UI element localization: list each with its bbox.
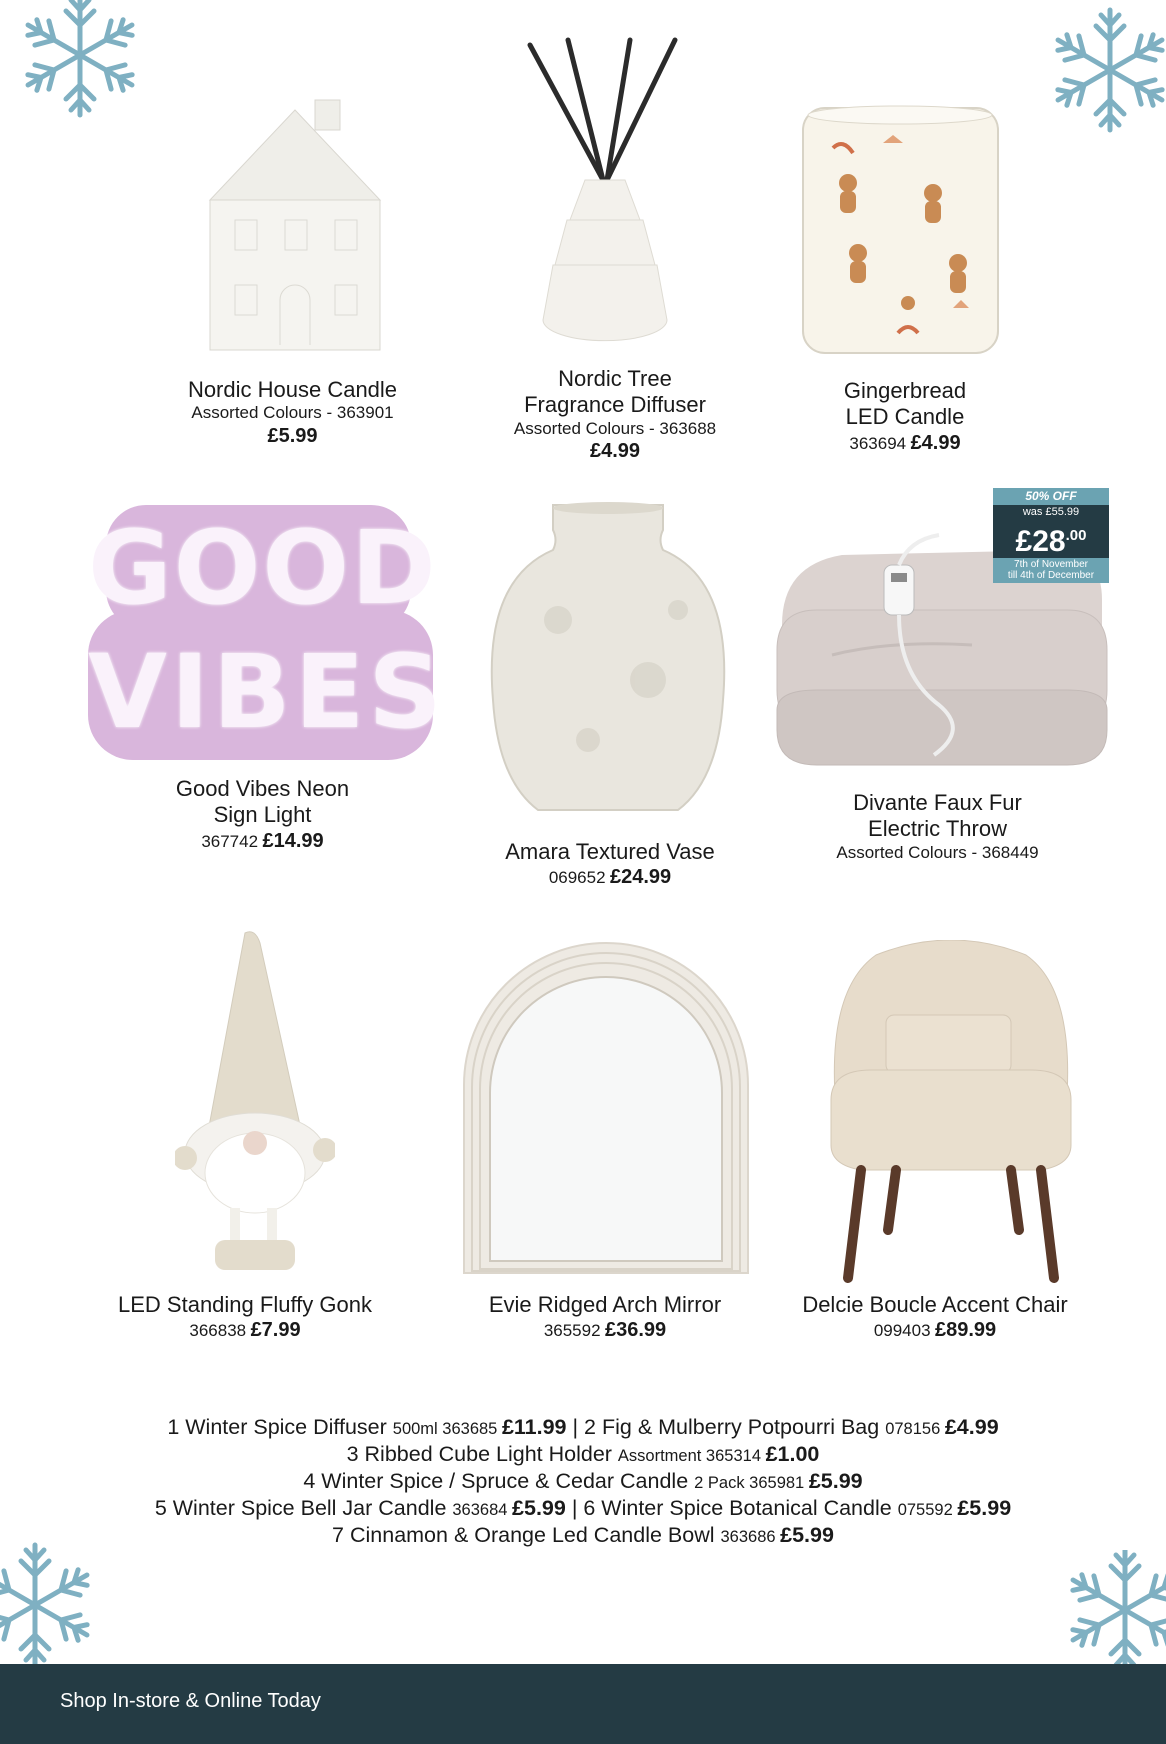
extras-price: £11.99 xyxy=(501,1415,567,1439)
badge-date-end: till 4th of December xyxy=(1007,570,1095,581)
neon-sign-image xyxy=(88,505,446,763)
extras-price: £5.99 xyxy=(808,1469,863,1493)
product-price: £5.99 xyxy=(267,424,318,447)
product-code: 069652 xyxy=(548,868,606,888)
badge-was-price: was £55.99 xyxy=(1022,506,1080,518)
product-name: Evie Ridged Arch Mirror xyxy=(488,1292,722,1317)
discount-badge xyxy=(993,488,1109,581)
extras-name: 4 Winter Spice / Spruce & Cedar Candle xyxy=(303,1469,695,1493)
product-name-line-2: LED Candle xyxy=(845,404,965,430)
vase-image xyxy=(488,500,728,818)
extras-line xyxy=(0,1496,1166,1523)
product-name-line-1: Divante Faux Fur xyxy=(853,790,1022,815)
product-price: £4.99 xyxy=(589,440,641,463)
product-code: 366838 xyxy=(189,1321,247,1341)
extras-price: £5.99 xyxy=(512,1496,566,1520)
extras-code: 2 Pack 365981 xyxy=(694,1474,809,1492)
extras-code: 363686 xyxy=(720,1528,781,1546)
additional-items-list xyxy=(0,1415,1166,1550)
snowflake-top-right-icon xyxy=(1020,0,1166,150)
snowflake-bottom-left-icon xyxy=(0,1530,115,1680)
extras-line xyxy=(0,1442,1166,1469)
product-name: Amara Textured Vase xyxy=(505,839,715,864)
extras-name: 5 Winter Spice Bell Jar Candle xyxy=(154,1496,453,1520)
gonk-image xyxy=(175,928,335,1273)
neon-text-good: GOOD xyxy=(88,509,438,628)
product-name-line-2: Electric Throw xyxy=(868,816,1007,842)
extras-code: Assortment 365314 xyxy=(617,1447,766,1465)
extras-code: 075592 xyxy=(897,1501,958,1519)
badge-price-pence: .00 xyxy=(1065,527,1087,544)
product-sku: Assorted Colours - 363688 xyxy=(513,418,717,438)
product-price: £4.99 xyxy=(910,431,961,454)
product-price: £7.99 xyxy=(250,1319,301,1342)
product-name-line-1: Good Vibes Neon xyxy=(175,776,350,801)
footer-text: Shop In-store & Online Today xyxy=(60,1690,321,1712)
extras-code: 500ml 363685 xyxy=(392,1420,502,1438)
product-code: 099403 xyxy=(873,1321,931,1341)
extras-price: £4.99 xyxy=(944,1415,999,1439)
extras-price: £5.99 xyxy=(780,1523,834,1547)
badge-date-start: 7th of November xyxy=(1014,559,1088,570)
extras-line xyxy=(0,1469,1166,1496)
house-candle-image xyxy=(200,95,390,360)
badge-price: £28 xyxy=(1015,525,1066,558)
extras-name: | 6 Winter Spice Botanical Candle xyxy=(565,1496,898,1520)
snowflake-bottom-right-icon xyxy=(1045,1550,1166,1670)
tree-diffuser-image xyxy=(525,35,685,365)
extras-name: 1 Winter Spice Diffuser xyxy=(167,1415,393,1439)
product-name-line-1: Gingerbread xyxy=(843,378,967,403)
product-name: LED Standing Fluffy Gonk xyxy=(118,1292,372,1317)
product-name-line-2: Fragrance Diffuser xyxy=(524,392,706,418)
product-name-line-1: Nordic Tree xyxy=(558,366,672,391)
gingerbread-candle-image xyxy=(798,103,1003,358)
extras-name: 3 Ribbed Cube Light Holder xyxy=(346,1442,618,1466)
footer-bar xyxy=(0,1664,1166,1744)
extras-line xyxy=(0,1415,1166,1442)
snowflake-top-left-icon xyxy=(0,0,170,135)
extras-line xyxy=(0,1523,1166,1550)
product-price: £24.99 xyxy=(610,866,672,889)
product-price: £89.99 xyxy=(935,1319,997,1342)
extras-code: 078156 xyxy=(885,1420,945,1438)
extras-name: | 2 Fig & Mulberry Potpourri Bag xyxy=(566,1415,886,1439)
product-name-line-2: Sign Light xyxy=(213,802,312,828)
badge-discount: 50% OFF xyxy=(993,488,1109,505)
extras-price: £1.00 xyxy=(765,1442,820,1466)
extras-code: 363684 xyxy=(452,1501,513,1519)
boucle-chair-image xyxy=(826,940,1076,1285)
neon-text-vibes: VIBES xyxy=(88,633,446,752)
product-sku: Assorted Colours - 368449 xyxy=(836,842,1039,862)
product-price: £36.99 xyxy=(605,1319,667,1342)
product-code: 365592 xyxy=(543,1321,601,1341)
product-name: Delcie Boucle Accent Chair xyxy=(802,1292,1068,1317)
extras-price: £5.99 xyxy=(957,1496,1012,1520)
product-name: Nordic House Candle xyxy=(187,377,398,402)
product-code: 367742 xyxy=(201,831,259,851)
product-price: £14.99 xyxy=(262,829,324,852)
product-sku: Assorted Colours - 363901 xyxy=(191,403,394,423)
arch-mirror-image xyxy=(460,935,752,1275)
extras-name: 7 Cinnamon & Orange Led Candle Bowl xyxy=(332,1523,721,1547)
product-code: 363694 xyxy=(849,433,907,453)
